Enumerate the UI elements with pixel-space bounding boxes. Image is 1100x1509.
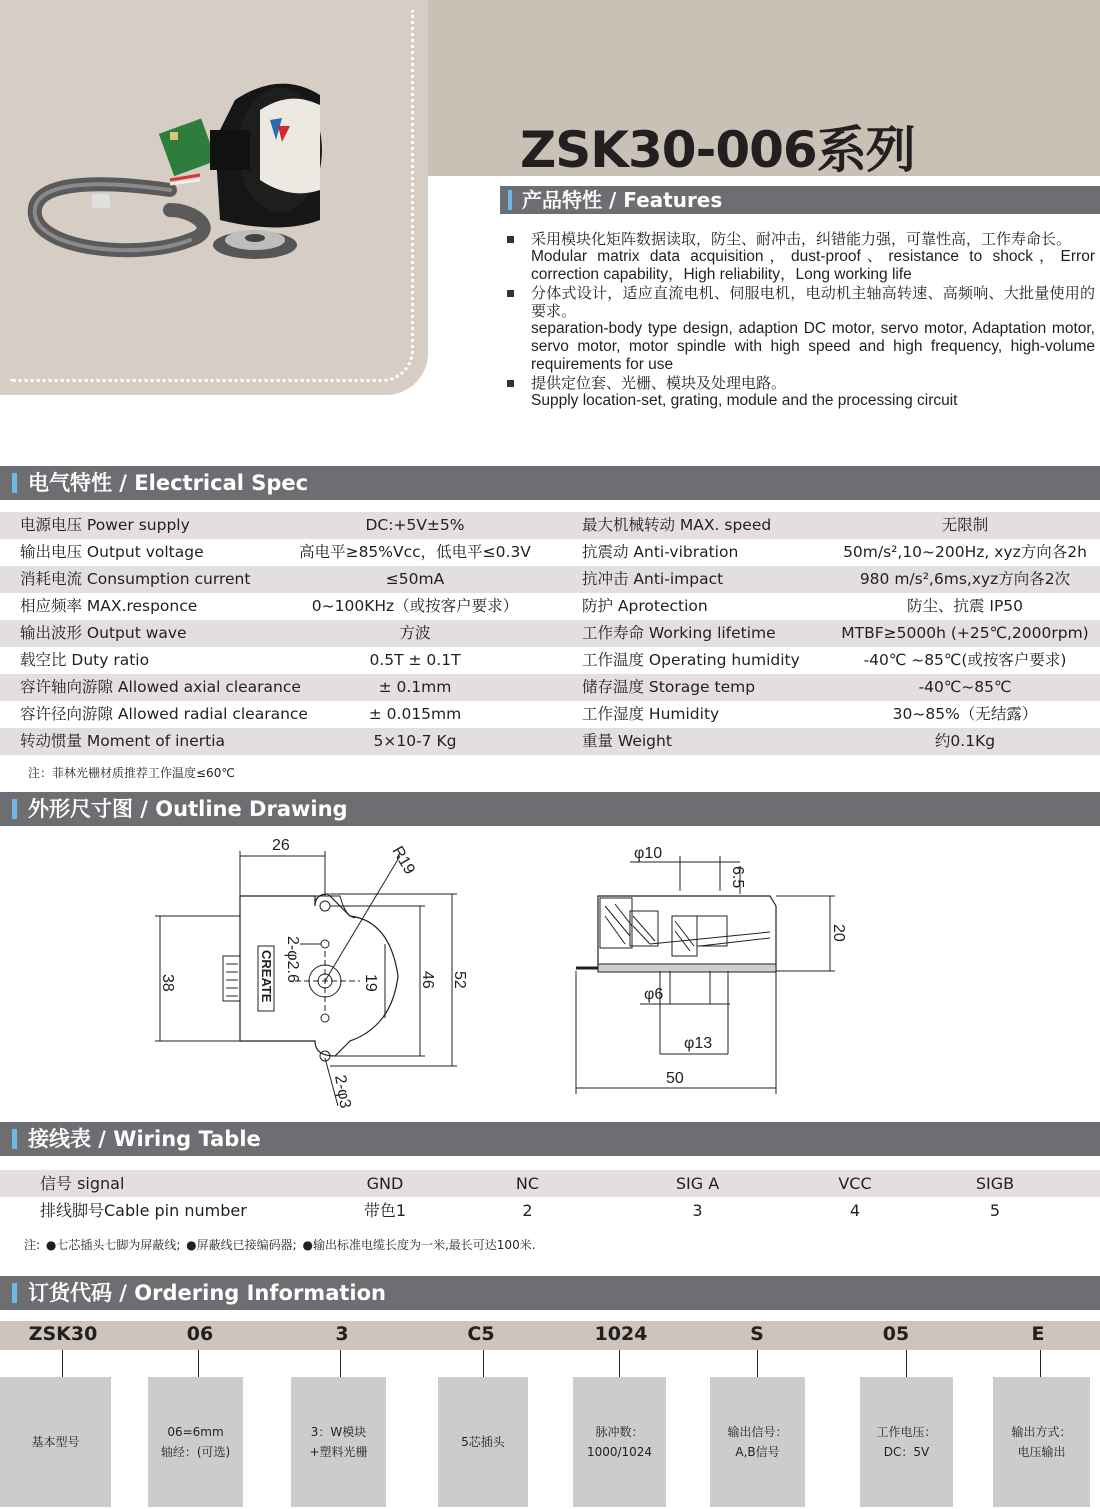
wiring-table-header <box>0 1122 1100 1156</box>
table-row <box>0 1197 1100 1224</box>
spec-label: 防护 Aprotection <box>582 597 708 615</box>
wiring-note: 注: ●七芯插头七脚为屏蔽线; ●屏蔽线已接编码器; ●输出标准电缆长度为一米,最长可达100米. <box>24 1238 536 1252</box>
feature-cn: 采用模块化矩阵数据读取，防尘、耐冲击，纠错能力强，可靠性高，工作寿命长。 <box>531 230 1072 248</box>
spec-value: DC:+5V±5% <box>365 516 465 534</box>
order-field-detail: 电压输出 <box>1017 1445 1066 1459</box>
connector-line <box>483 1350 484 1377</box>
spec-label: 输出波形 Output wave <box>20 624 187 642</box>
connector-line <box>340 1350 341 1377</box>
electrical-spec-table <box>0 512 1100 755</box>
features-list <box>505 230 1095 410</box>
connector-line <box>62 1350 63 1377</box>
dim-phi10: φ10 <box>634 845 663 862</box>
spec-note: 注：菲林光栅材质推荐工作温度≤60℃ <box>28 766 235 780</box>
connector-line <box>619 1350 620 1377</box>
connector-line <box>757 1350 758 1377</box>
order-code: C5 <box>467 1323 495 1345</box>
electrical-spec-title: 电气特性 / Electrical Spec <box>28 471 309 495</box>
spec-value: ≤50mA <box>385 570 445 588</box>
order-field-label: 3：W模块 <box>310 1425 367 1439</box>
wiring-cell: 带色1 <box>363 1201 407 1220</box>
outline-drawing-title: 外形尺寸图 / Outline Drawing <box>28 797 348 821</box>
header-accent-bar <box>12 473 17 493</box>
dim-46: 46 <box>419 971 436 989</box>
outline-drawing-header <box>0 792 1100 826</box>
order-code: ZSK30 <box>28 1323 98 1345</box>
order-code: 3 <box>335 1323 349 1345</box>
outline-drawing <box>0 826 1100 1126</box>
features-header <box>500 186 1100 214</box>
front-view <box>155 837 468 1110</box>
table-row <box>0 1170 1100 1197</box>
dim-phi6: φ6 <box>644 986 664 1003</box>
order-field-label: 脉冲数： <box>595 1425 644 1439</box>
spec-value: -40℃ ~85℃(或按客户要求) <box>863 651 1067 669</box>
feature-cn: 提供定位套、光栅、模块及处理电路。 <box>531 374 787 392</box>
bullet-icon <box>507 290 514 297</box>
spec-value: 30~85%（无结露） <box>892 705 1038 723</box>
side-view <box>576 845 847 1094</box>
order-field-box <box>860 1377 953 1507</box>
order-field-label: 输出方式： <box>1011 1425 1072 1439</box>
wiring-cell: SIG A <box>675 1174 720 1193</box>
product-photo <box>20 70 360 280</box>
feature-item <box>505 284 1095 374</box>
table-row <box>0 566 1100 593</box>
spec-label: 容许轴向游隙 Allowed axial clearance <box>20 678 301 696</box>
order-field-box <box>438 1377 528 1507</box>
dim-50: 50 <box>666 1070 684 1087</box>
brand-label: CREATE <box>259 950 274 1003</box>
order-field-label: 基本型号 <box>31 1435 80 1449</box>
order-code: S <box>750 1323 764 1345</box>
spec-value: 高电平≥85%Vcc，低电平≤0.3V <box>299 543 531 561</box>
ordering-info-header <box>0 1276 1100 1310</box>
order-field-box <box>993 1377 1090 1507</box>
spec-value: 约0.1Kg <box>934 732 996 750</box>
wiring-cell: NC <box>515 1174 540 1193</box>
spec-label: 储存温度 Storage temp <box>582 678 756 696</box>
bullet-icon <box>507 380 514 387</box>
spec-label: 电源电压 Power supply <box>20 516 190 534</box>
order-field-box <box>573 1377 666 1507</box>
feature-item <box>505 374 1095 410</box>
wiring-cell: 3 <box>692 1201 703 1220</box>
spec-label: 容许径向游隙 Allowed radial clearance <box>20 705 308 723</box>
table-row <box>0 728 1100 755</box>
dim-phi13: φ13 <box>684 1035 713 1052</box>
spec-value: MTBF≥5000h (+25℃,2000rpm) <box>841 624 1089 642</box>
product-photo-panel <box>0 0 428 395</box>
wiring-cell: VCC <box>838 1174 872 1193</box>
spec-label: 消耗电流 Consumption current <box>20 570 251 588</box>
feature-en: Modular matrix data acquisition，dust-proof、resistance to shock，Error correction capability，High reliability，Long working life <box>531 248 1095 283</box>
spec-value: ± 0.1mm <box>378 678 452 696</box>
spec-value: ± 0.015mm <box>368 705 462 723</box>
table-row <box>0 620 1100 647</box>
order-code: 1024 <box>594 1323 648 1345</box>
ordering-info-title: 订货代码 / Ordering Information <box>28 1281 386 1305</box>
wiring-table <box>0 1170 1100 1224</box>
feature-en: Supply location-set, grating, module and the processing circuit <box>531 392 958 409</box>
table-row <box>0 512 1100 539</box>
header-accent-bar <box>12 1129 17 1149</box>
wiring-label: 排线脚号Cable pin number <box>40 1201 247 1220</box>
spec-label: 抗震动 Anti-vibration <box>582 543 739 561</box>
wiring-cell: SIGB <box>975 1174 1015 1193</box>
order-field-label: 输出信号： <box>727 1425 788 1439</box>
order-code: E <box>1031 1323 1045 1345</box>
spec-label: 最大机械转动 MAX. speed <box>582 516 772 534</box>
wiring-cell: 5 <box>989 1201 1001 1220</box>
bullet-icon <box>507 236 514 243</box>
header-accent-bar <box>12 1283 17 1303</box>
table-row <box>0 701 1100 728</box>
spec-value: 0.5T ± 0.1T <box>369 651 461 669</box>
spec-label: 抗冲击 Anti-impact <box>582 570 724 588</box>
order-field-detail: DC：5V <box>883 1445 930 1459</box>
order-field-label: 06=6mm <box>167 1425 224 1439</box>
spec-value: -40℃~85℃ <box>918 678 1012 696</box>
order-field-box <box>0 1377 111 1507</box>
table-row <box>0 539 1100 566</box>
features-title: 产品特性 / Features <box>522 188 723 212</box>
dim-19: 19 <box>362 974 379 992</box>
table-row <box>0 674 1100 701</box>
spec-value: 5×10-7 Kg <box>373 732 457 750</box>
order-code: 05 <box>882 1323 910 1345</box>
feature-cn: 分体式设计，适应直流电机、伺服电机，电动机主轴高转速、高频响、大批量使用的要求。 <box>531 284 1095 320</box>
spec-label: 工作温度 Operating humidity <box>582 651 800 669</box>
order-field-box <box>291 1377 386 1507</box>
spec-value: 0~100KHz（或按客户要求） <box>311 597 519 615</box>
order-field-box <box>710 1377 805 1507</box>
spec-label: 重量 Weight <box>582 732 672 750</box>
wiring-table-title: 接线表 / Wiring Table <box>28 1127 261 1151</box>
dim-38: 38 <box>159 974 176 992</box>
order-field-label: 工作电压： <box>876 1425 937 1439</box>
header-accent-bar <box>12 799 17 819</box>
spec-value: 无限制 <box>941 516 989 534</box>
dim-phi3: 2-φ3 <box>331 1073 354 1110</box>
feature-item <box>505 230 1095 284</box>
spec-value: 980 m/s²,6ms,xyz方向各2次 <box>859 570 1071 588</box>
page-title: ZSK30-006系列 <box>520 121 915 179</box>
connector-line <box>906 1350 907 1377</box>
order-code: 06 <box>186 1323 214 1345</box>
connector-line <box>198 1350 199 1377</box>
dim-26: 26 <box>272 837 290 854</box>
spec-value: 方波 <box>399 624 431 642</box>
order-field-detail: +塑料光栅 <box>309 1445 368 1459</box>
wiring-cell: 4 <box>849 1201 861 1220</box>
order-field-detail: 轴经：(可选) <box>160 1445 231 1459</box>
spec-value: 50m/s²,10~200Hz, xyz方向各2h <box>843 543 1087 561</box>
header-accent-bar <box>508 190 512 210</box>
connector-line <box>1040 1350 1041 1377</box>
spec-label: 载空比 Duty ratio <box>20 651 150 669</box>
table-row <box>0 593 1100 620</box>
table-row <box>0 647 1100 674</box>
electrical-spec-header <box>0 466 1100 500</box>
spec-label: 工作寿命 Working lifetime <box>582 624 776 642</box>
spec-label: 输出电压 Output voltage <box>20 543 204 561</box>
wiring-label: 信号 signal <box>40 1174 125 1193</box>
spec-label: 转动惯量 Moment of inertia <box>20 732 226 750</box>
order-field-detail: 1000/1024 <box>586 1445 653 1459</box>
spec-value: 防尘、抗震 IP50 <box>906 597 1024 615</box>
spec-label: 工作湿度 Humidity <box>582 705 720 723</box>
dim-phi26: 2-φ2.6 <box>284 936 301 983</box>
order-field-label: 5芯插头 <box>461 1435 505 1449</box>
spec-label: 相应频率 MAX.responce <box>20 597 198 615</box>
feature-en: separation-body type design, adaption DC motor, servo motor, Adaptation motor, servo motor, motor spindle with high speed and high frequency, high-volume requirements for use <box>531 320 1095 373</box>
dim-20: 20 <box>830 924 847 942</box>
dim-r19: R19 <box>388 843 418 878</box>
wiring-cell: 2 <box>522 1201 533 1220</box>
wiring-cell: GND <box>366 1174 404 1193</box>
dim-52: 52 <box>451 971 468 989</box>
order-field-detail: A,B信号 <box>735 1445 780 1459</box>
order-field-box <box>148 1377 243 1507</box>
dim-6-5: 6.5 <box>729 866 746 889</box>
